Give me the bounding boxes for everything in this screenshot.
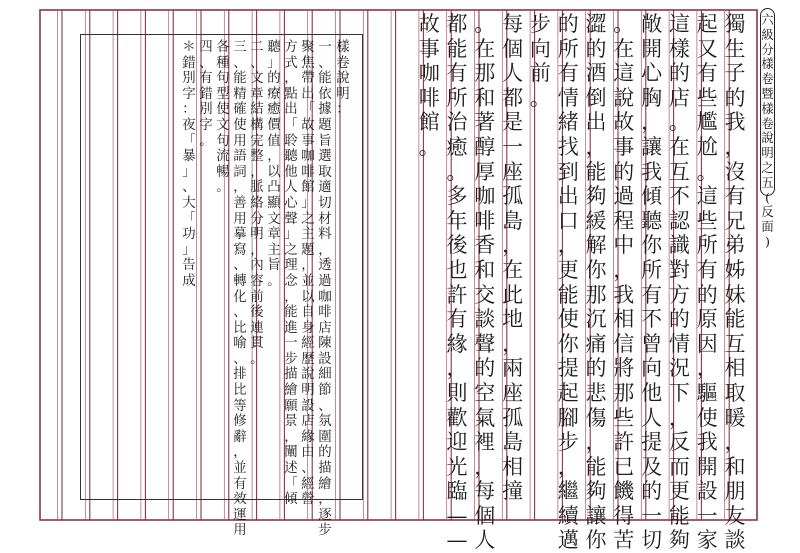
essay-line: 敞 開 心 胸 ， 讓 我 傾 聽 你 所 有 不 曾 向 他 人 提 及 的 一 切 (641, 12, 663, 553)
essay-line: 起 又 有 些 尷 尬 。 這 些 所 有 的 原 因 ， 驅 使 我 開 設 一 家 (696, 12, 718, 553)
essay-line: 。 在 那 和 著 醇 厚 咖 啡 香 和 交 談 聲 的 空 氣 裡 ， 每 個 人 (474, 12, 496, 553)
scoring-note-line: 四 、 有 錯 別 字 。 (199, 40, 213, 149)
scoring-note-line: 方 式 ， 點 出 「 聆 聽 他 人 心 聲 」 之 理 念 ， 能 進 一 步 描 繪 願 景 ， 闡 述 「 傾 (284, 40, 298, 508)
essay-line: 都 能 有 所 治 癒 。 多 年 後 也 許 有 緣 ， 則 歡 迎 光 臨 — — (446, 12, 468, 553)
scoring-note-line: 各 種 句 型 使 文 句 流 暢 。 (216, 40, 230, 196)
essay-line: 澀 的 酒 倒 出 ， 能 夠 緩 解 你 那 沉 痛 的 悲 傷 ， 能 夠 讓 你 (585, 12, 607, 553)
essay-line: 獨 生 子 的 我 ， 沒 有 兄 弟 姊 妹 能 互 相 取 暖 ， 和 朋 友 談 (724, 12, 746, 553)
scoring-note-line: 二 、 文 章 結 構 完 整 ， 脈 絡 分 明 ， 內 容 前 後 連 貫 。 (250, 40, 264, 367)
essay-line: 步 向 前 。 (529, 12, 551, 110)
essay-line: 故 事 咖 啡 館 。 (418, 12, 440, 159)
scoring-note-line: 聚 焦 帶 出 「 故 事 咖 啡 館 」 之 主 題 ， 並 以 自 身 經 歷 說 明 設 店 緣 由 、 經 營 (301, 40, 315, 508)
scoring-note-line: 樣 卷 說 明 ： (336, 40, 350, 118)
scoring-note-line: 一 、 能 依 據 題 旨 選 取 適 切 材 料 ， 透 過 咖 啡 店 陳 設 細 節 、 氛 圍 的 描 繪 ， 逐 步 (318, 40, 332, 539)
scoring-note-line: 三 、 能 精 確 使 用 語 詞 ， 善 用 摹 寫 、 轉 化 、 比 喻 、 排 比 等 修 辭 ， 並 有 效 運 用 (233, 40, 247, 539)
essay-line: 這 樣 的 店 。 在 互 不 認 識 對 方 的 情 況 下 ， 反 而 更 能 夠 (668, 12, 690, 553)
essay-line: 每 個 人 都 是 一 座 孤 島 ， 在 此 地 ， 兩 座 孤 島 相 撞 (502, 12, 524, 504)
essay-line: 的 所 有 情 緒 找 到 出 口 ， 更 能 使 你 提 起 腳 步 ， 繼 續 邁 (557, 12, 579, 553)
essay-line: 。 在 這 說 故 事 的 過 程 中 ， 我 相 信 將 那 些 許 已 饑 得 苦 (613, 12, 635, 553)
scoring-note-line: 聽 」 的 療 癒 價 值 ， 以 凸 顯 文 章 主 旨 。 (267, 40, 281, 289)
sheet-title: 六 級 分 樣 卷 暨 樣 卷 說 明 之 五 ( 反 面 ) (760, 8, 775, 196)
scoring-note-line: ＊ 錯 別 字 ： 夜 「 暴 」 、 大 「 功 」 告 成 (182, 40, 196, 289)
